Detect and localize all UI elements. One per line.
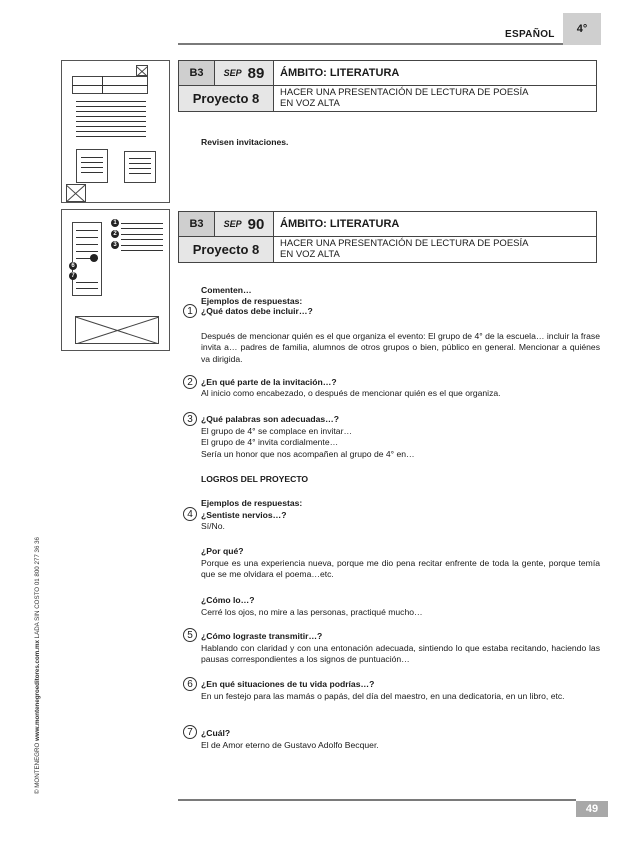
- project-title: [273, 237, 596, 262]
- question-1: ¿Qué datos debe incluir…?: [201, 306, 313, 316]
- thumb-card-left: [76, 149, 108, 183]
- project-title-line2: EN VOZ ALTA: [280, 98, 340, 109]
- question-number-6: 6: [183, 677, 197, 691]
- project-label: Proyecto 8: [179, 237, 273, 262]
- project-title-line2: EN VOZ ALTA: [280, 249, 340, 260]
- project-title: [273, 86, 596, 111]
- image-placeholder-icon: [75, 316, 159, 344]
- answer-4: Sí/No.: [201, 521, 225, 531]
- sep-page: [215, 61, 273, 86]
- session-header-89: [178, 60, 597, 112]
- session1-instruction: Revisen invitaciones.: [201, 137, 289, 147]
- question-number-3: 3: [183, 412, 197, 426]
- answer-4-how: Cerré los ojos, no mire a las personas, practiqué mucho…: [201, 607, 423, 617]
- project-title-line1: HACER UNA PRESENTACIÓN DE LECTURA DE POESÍA: [280, 238, 529, 249]
- block-label: B3: [179, 61, 215, 86]
- page-number: 49: [576, 801, 608, 817]
- sep-page-number: 90: [247, 215, 265, 233]
- question-2: ¿En qué parte de la invitación…?: [201, 377, 337, 387]
- question-5: ¿Cómo lograste transmitir…?: [201, 631, 323, 641]
- answer-6: En un festejo para las mamás o papás, del día del maestro, en una dedicatoria, en un libro, etc.: [201, 691, 565, 701]
- marker-6-small: [90, 254, 98, 262]
- grade-badge: 4°: [563, 13, 601, 45]
- copyright-url: www.montenegroeditores.com.mx: [34, 640, 41, 741]
- thumb-card-right: [124, 151, 156, 183]
- marker-2: 2: [111, 230, 119, 238]
- subject-label: ESPAÑOL: [505, 29, 555, 40]
- question-6: ¿En qué situaciones de tu vida podrías…?: [201, 679, 375, 689]
- sep-label: SEP: [223, 219, 242, 229]
- answer-1: Después de mencionar quién es el que organiza el evento: El grupo de 4° de la escuela… incluir la frase invita a… padres de familia, alumnos de otros grupos o bien, público en general. Mencionar a quiénes va dirigida.: [201, 331, 600, 364]
- marker-3: 3: [111, 241, 119, 249]
- answer-3-line2: El grupo de 4° invita cordialmente…: [201, 437, 339, 447]
- copyright-phone: LADA SIN COSTO 01 800 277 36 36: [34, 537, 41, 639]
- session-header-90: [178, 211, 597, 263]
- answer-3-line3: Sería un honor que nos acompañen al grupo de 4° en…: [201, 449, 415, 459]
- question-7: ¿Cuál?: [201, 728, 231, 738]
- page-thumbnail-89: [61, 60, 170, 203]
- intro-comment: Comenten…: [201, 285, 252, 295]
- marker-1: 1: [111, 219, 119, 227]
- sep-label: SEP: [223, 68, 242, 78]
- answer-2: Al inicio como encabezado, o después de mencionar quién es el que organiza.: [201, 388, 501, 398]
- copyright-prefix: © MONTENEGRO: [34, 742, 41, 794]
- copyright-side: [34, 494, 44, 794]
- answer-5: Hablando con claridad y con una entonación adecuada, sintiendo lo que estaba recitando, haciendo las pausas correspondientes a los signos de puntuación…: [201, 643, 600, 665]
- logros-heading: LOGROS DEL PROYECTO: [201, 474, 309, 484]
- answer-3-line1: El grupo de 4° se complace en invitar…: [201, 426, 353, 436]
- question-4: ¿Sentiste nervios…?: [201, 510, 287, 520]
- answer-4-why: Porque es una experiencia nueva, porque me dio pena recitar enfrente de toda la gente, porque temía que se me olvidara el poema…etc.: [201, 558, 600, 580]
- marker-6: 6: [69, 262, 77, 270]
- question-number-4: 4: [183, 507, 197, 521]
- block-label: B3: [179, 212, 215, 237]
- sep-page: [215, 212, 273, 237]
- question-number-1: 1: [183, 304, 197, 318]
- answer-7: El de Amor eterno de Gustavo Adolfo Becquer.: [201, 740, 379, 750]
- project-label: Proyecto 8: [179, 86, 273, 111]
- marker-7: 7: [69, 272, 77, 280]
- examples-label: Ejemplos de respuestas:: [201, 498, 303, 508]
- question-3: ¿Qué palabras son adecuadas…?: [201, 414, 340, 424]
- header-rule: [178, 43, 576, 45]
- question-number-5: 5: [183, 628, 197, 642]
- copyright-text: [34, 537, 41, 794]
- image-placeholder-icon: [136, 65, 148, 76]
- image-placeholder-icon: [66, 184, 86, 202]
- question-4-why: ¿Por qué?: [201, 546, 244, 556]
- ambito-label: ÁMBITO: LITERATURA: [273, 212, 596, 237]
- intro-examples: Ejemplos de respuestas:: [201, 296, 303, 306]
- sep-page-number: 89: [247, 64, 265, 82]
- question-number-2: 2: [183, 375, 197, 389]
- question-4-how: ¿Cómo lo…?: [201, 595, 255, 605]
- project-title-line1: HACER UNA PRESENTACIÓN DE LECTURA DE POESÍA: [280, 87, 529, 98]
- footer-rule: [178, 799, 576, 801]
- page-thumbnail-90: [61, 209, 170, 351]
- question-number-7: 7: [183, 725, 197, 739]
- ambito-label: ÁMBITO: LITERATURA: [273, 61, 596, 86]
